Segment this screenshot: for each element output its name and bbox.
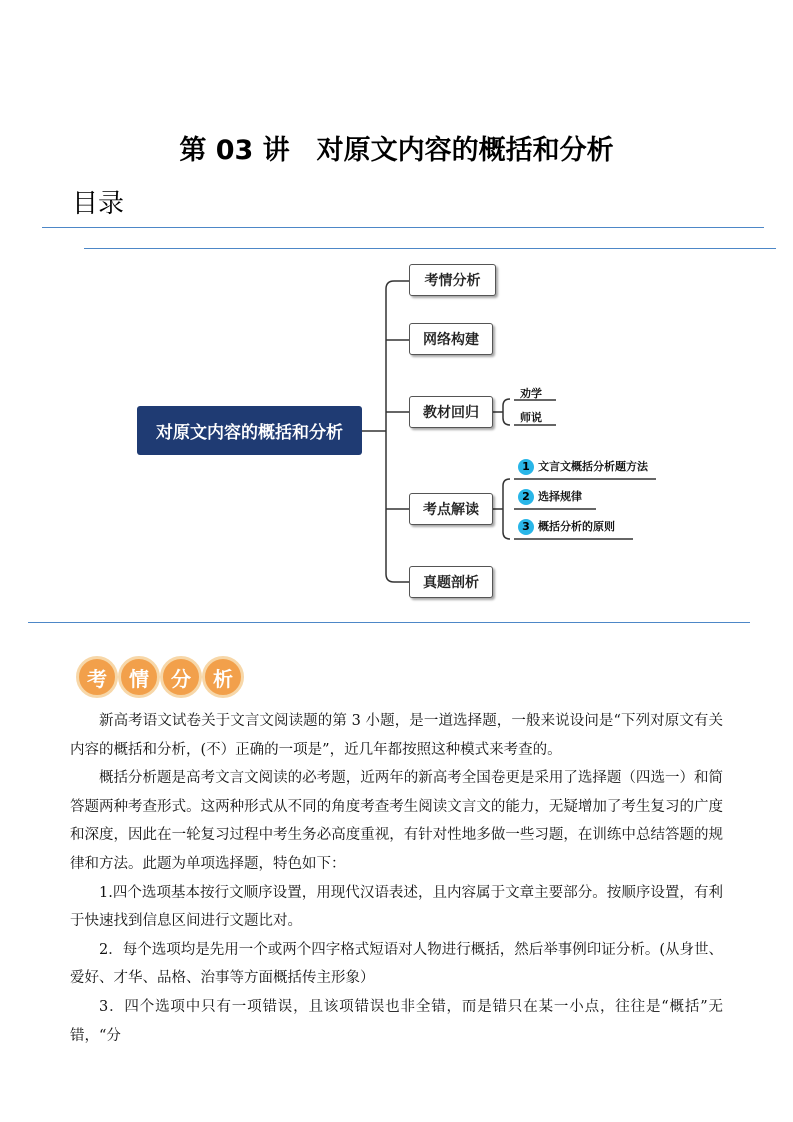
mindmap-node-wangluo[interactable]: 网络构建 bbox=[409, 323, 493, 355]
number-badge-3: 3 bbox=[518, 519, 534, 535]
leaf-label: 概括分析的原则 bbox=[538, 520, 615, 533]
mindmap-leaf-quanxue: 劝学 bbox=[520, 387, 542, 400]
mindmap-leaf-shishuo: 师说 bbox=[520, 411, 542, 424]
divider bbox=[42, 227, 764, 228]
mindmap-leaf-principle bbox=[518, 518, 615, 535]
leaf-label: 选择规律 bbox=[538, 490, 582, 503]
mindmap-root: 对原文内容的概括和分析 bbox=[137, 406, 362, 455]
divider bbox=[84, 248, 776, 249]
section-badge-kaoqing bbox=[76, 656, 244, 698]
mindmap-node-zhenti[interactable]: 真题剖析 bbox=[409, 566, 493, 598]
paragraph: 新高考语文试卷关于文言文阅读题的第 3 小题，是一道选择题，一般来说设问是“下列对原文有关内容的概括和分析，(不）正确的一项是”，近几年都按照这种模式来考查的。 bbox=[70, 713, 723, 758]
badge-char: 考 bbox=[76, 656, 118, 698]
number-badge-2: 2 bbox=[518, 489, 534, 505]
mindmap-node-kaodian[interactable]: 考点解读 bbox=[409, 493, 493, 525]
toc-heading: 目录 bbox=[72, 189, 125, 219]
page-title: 第 03 讲 对原文内容的概括和分析 bbox=[179, 135, 614, 166]
badge-char: 情 bbox=[118, 656, 160, 698]
mindmap-node-jiaocai[interactable]: 教材回归 bbox=[409, 396, 493, 428]
mindmap-leaf-method bbox=[518, 458, 648, 475]
paragraph: 3．四个选项中只有一项错误，且该项错误也非全错，而是错只在某一小点，往往是“概括”无错，“分 bbox=[70, 998, 723, 1044]
body-text bbox=[70, 707, 723, 1050]
mindmap-node-kaoqing[interactable]: 考情分析 bbox=[409, 264, 496, 296]
paragraph: 1.四个选项基本按行文顺序设置，用现代汉语表述，且内容属于文章主要部分。按顺序设置，有利于快速找到信息区间进行文题比对。 bbox=[70, 884, 723, 930]
paragraph: 2．每个选项均是先用一个或两个四字格式短语对人物进行概括，然后举事例印证分析。(从身世、爱好、才华、品格、治事等方面概括传主形象） bbox=[70, 941, 723, 987]
paragraph: 概括分析题是高考文言文阅读的必考题，近两年的新高考全国卷更是采用了选择题（四选一）和简答题两种考查形式。这两种形式从不同的角度考查考生阅读文言文的能力，无疑增加了考生复习的广度和深度，因此在一轮复习过程中考生务必高度重视，有针对性地多做一些习题，在训练中总结答题的规律和方法。此题为单项选择题，特色如下： bbox=[70, 770, 723, 872]
badge-char: 分 bbox=[160, 656, 202, 698]
badge-char: 析 bbox=[202, 656, 244, 698]
number-badge-1: 1 bbox=[518, 459, 534, 475]
mindmap-leaf-rule bbox=[518, 488, 582, 505]
leaf-label: 文言文概括分析题方法 bbox=[538, 460, 648, 473]
divider bbox=[28, 622, 750, 623]
